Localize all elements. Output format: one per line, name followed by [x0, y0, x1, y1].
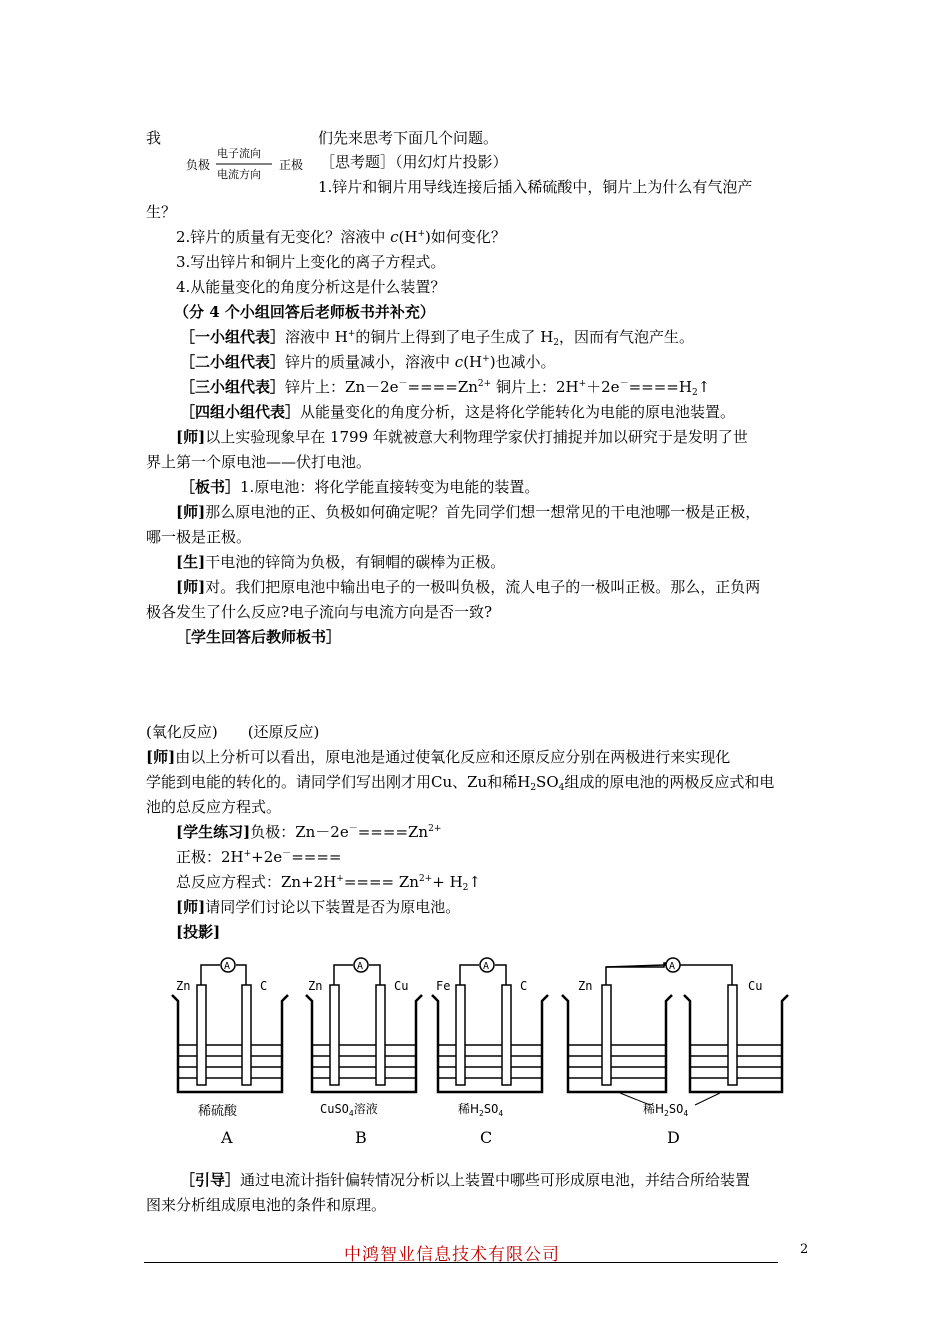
- text-line: 3.写出锌片和铜片上变化的离子方程式。: [176, 253, 446, 271]
- electron-flow-label: 电子流向: [217, 147, 261, 160]
- apparatus-a: [172, 958, 288, 1147]
- electrode-label: Zn: [578, 979, 593, 993]
- footer-rule: [144, 1262, 778, 1263]
- company-name: 中鸿智业信息技术有限公司: [344, 1245, 560, 1265]
- ammeter-label: A: [483, 961, 490, 972]
- electrode-label: C: [520, 979, 528, 993]
- text-line: 们先来思考下面几个问题。: [318, 129, 499, 147]
- text-line: (氧化反应) (还原反应): [146, 723, 320, 741]
- group-answer: ［二小组代表］锌片的质量减小，溶液中 c(H+)也减小。: [180, 353, 556, 371]
- text-line: 1.锌片和铜片用导线连接后插入稀硫酸中，铜片上为什么有气泡产: [318, 178, 753, 196]
- text-line: 2.锌片的质量有无变化？溶液中 c(H+)如何变化？: [176, 228, 506, 246]
- electrode-label: C: [260, 979, 268, 993]
- text-line: 界上第一个原电池——伏打电池。: [146, 453, 372, 471]
- teacher-line: [师]请同学们讨论以下装置是否为原电池。: [176, 898, 461, 916]
- text-line: [投影]: [176, 923, 221, 941]
- electrode-label: Cu: [394, 979, 409, 993]
- text-line: 图来分析组成原电池的条件和原理。: [146, 1196, 387, 1214]
- teacher-line: [师]对。我们把原电池中输出电子的一极叫负极，流人电子的一极叫正极。那么，正负两: [176, 578, 761, 596]
- ammeter-label: A: [224, 961, 231, 972]
- apparatus-c: [432, 958, 548, 1147]
- teacher-line: [师]那么原电池的正、负极如何确定呢？首先同学们想一想常见的干电池哪一极是正极，: [176, 503, 761, 521]
- solution-label: 稀$H_2SO_4$: [458, 1102, 504, 1118]
- text-line: 总反应方程式：$Zn+2H^+==== Zn^{2+}+$ $H_2↑$: [176, 873, 481, 893]
- text-line: 生？: [146, 203, 177, 221]
- exercise-line: [学生练习]负极：$Zn-2e^-====Zn^{2+}$: [176, 823, 442, 841]
- text-line: 我: [146, 129, 162, 147]
- text-line: 学能到电能的转化的。请同学们写出刚才用Cu、Zu和稀$H_2SO_4$组成的原电池的两极反应式和电: [146, 773, 775, 793]
- solution-label: 稀硫酸: [198, 1104, 238, 1119]
- text-line: ［学生回答后教师板书］: [176, 628, 342, 646]
- text-line: 4.从能量变化的角度分析这是什么装置？: [176, 278, 446, 296]
- board-line: ［板书］1.原电池：将化学能直接转变为电能的装置。: [180, 478, 540, 496]
- electrode-label: Zn: [176, 979, 191, 993]
- text-line: 极各发生了什么反应?电子流向与电流方向是否一致?: [146, 603, 493, 621]
- page-number: 2: [800, 1242, 809, 1257]
- guide-line: ［引导］通过电流计指针偏转情况分析以上装置中哪些可形成原电池，并结合所给装置: [180, 1171, 751, 1189]
- text-line: 池的总反应方程式。: [146, 798, 282, 816]
- apparatus-b: [306, 958, 422, 1147]
- positive-label: 正极: [279, 158, 304, 172]
- apparatus-letter: A: [221, 1128, 233, 1147]
- student-line: [生]干电池的锌筒为负极，有铜帽的碳棒为正极。: [176, 553, 506, 571]
- electrode-label: Fe: [436, 979, 451, 993]
- current-dir-label: 电流方向: [217, 168, 261, 181]
- text-line: （分 4 个小组回答后老师板书并补充）: [174, 303, 435, 321]
- apparatus-letter: D: [667, 1128, 680, 1147]
- solution-label: CuSO$_4$溶液: [320, 1102, 378, 1118]
- teacher-line: [师]由以上分析可以看出，原电池是通过使氧化反应和还原反应分别在两极进行来实现化: [146, 748, 731, 766]
- group-answer: ［一小组代表］溶液中 H+的铜片上得到了电子生成了 $H_2$，因而有气泡产生。: [180, 328, 695, 348]
- negative-label: 负极: [186, 158, 211, 172]
- apparatus-diagram: [150, 945, 790, 1155]
- ammeter-label: A: [357, 961, 364, 972]
- group-answer: ［三小组代表］锌片上：$Zn-2e^-====Zn^{2+}$ 铜片上：$2H^++2e^-====H_2↑$: [180, 378, 711, 398]
- think-title: ［思考题］（用幻灯片投影）: [320, 153, 508, 171]
- apparatus-d: [562, 958, 788, 1147]
- teacher-line: [师]以上实验现象早在 1799 年就被意大利物理学家伏打捕捉并加以研究于是发明了世: [176, 428, 748, 446]
- electrode-label: Cu: [748, 979, 763, 993]
- group-answer: ［四组小组代表］从能量变化的角度分析，这是将化学能转化为电能的原电池装置。: [180, 403, 736, 421]
- ammeter-label: A: [669, 961, 676, 972]
- text-line: 哪一极是正极。: [146, 528, 252, 546]
- apparatus-letter: C: [480, 1128, 493, 1147]
- electron-flow-diagram: [186, 145, 308, 185]
- apparatus-letter: B: [355, 1128, 367, 1147]
- electrode-label: Zn: [308, 979, 323, 993]
- solution-label: 稀$H_2SO_4$: [643, 1102, 689, 1118]
- text-line: 正极：2H++2e－====: [176, 848, 342, 866]
